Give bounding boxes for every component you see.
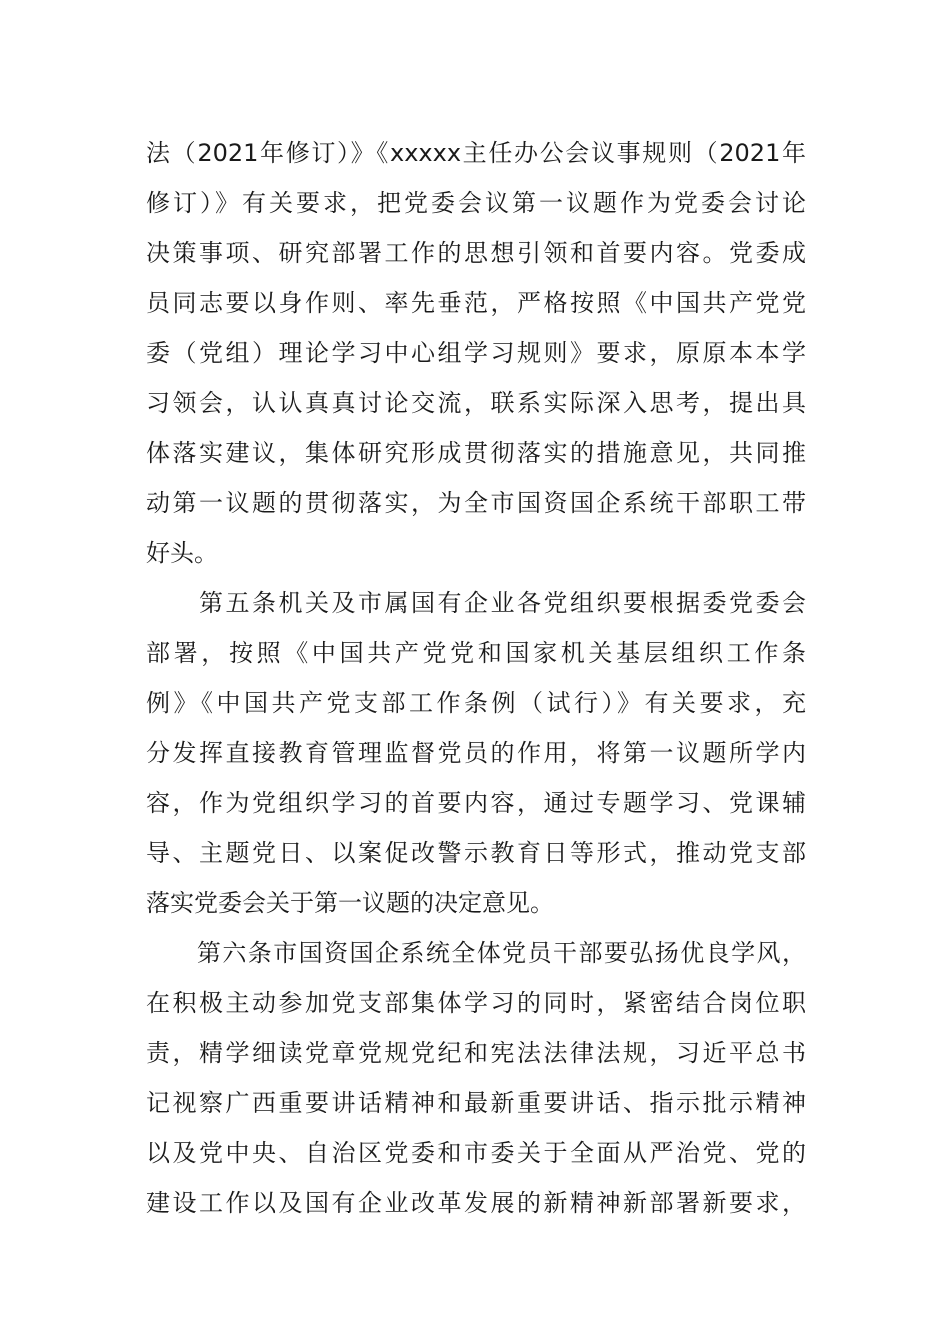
text-line: 好头。	[146, 539, 218, 567]
text-line: 决策事项、研究部署工作的思想引领和首要内容。党委成	[146, 239, 806, 267]
text-line: 委（党组）理论学习中心组学习规则》要求，原原本本学	[146, 339, 806, 367]
text-line: 在积极主动参加党支部集体学习的同时，紧密结合岗位职	[146, 989, 806, 1017]
text-line: 导、主题党日、以案促改警示教育日等形式，推动党支部	[146, 839, 806, 867]
text-line: 以及党中央、自治区党委和市委关于全面从严治党、党的	[146, 1139, 806, 1167]
text-line: 修订）》有关要求，把党委会议第一议题作为党委会讨论	[146, 189, 806, 217]
text-line: 第六条市国资国企系统全体党员干部要弘扬优良学风，	[146, 939, 806, 967]
text-line: 责，精学细读党章党规党纪和宪法法律法规，习近平总书	[146, 1039, 806, 1067]
document-body	[146, 128, 806, 1228]
text-line: 分发挥直接教育管理监督党员的作用，将第一议题所学内	[146, 739, 806, 767]
text-line: 第五条机关及市属国有企业各党组织要根据委党委会	[146, 589, 806, 617]
text-line: 容，作为党组织学习的首要内容，通过专题学习、党课辅	[146, 789, 806, 817]
paragraph-article-5	[146, 578, 806, 928]
text-line: 例》《中国共产党支部工作条例（试行）》有关要求，充	[146, 689, 806, 717]
text-line: 员同志要以身作则、率先垂范，严格按照《中国共产党党	[146, 289, 806, 317]
text-line: 法（2021年修订）》《xxxxx主任办公会议事规则（2021年	[146, 139, 806, 167]
paragraph-continuation	[146, 128, 806, 578]
text-line: 习领会，认认真真讨论交流，联系实际深入思考，提出具	[146, 389, 806, 417]
text-line: 动第一议题的贯彻落实，为全市国资国企系统干部职工带	[146, 489, 806, 517]
text-line: 体落实建议，集体研究形成贯彻落实的措施意见，共同推	[146, 439, 806, 467]
text-line: 落实党委会关于第一议题的决定意见。	[146, 889, 554, 917]
text-line: 记视察广西重要讲话精神和最新重要讲话、指示批示精神	[146, 1089, 806, 1117]
paragraph-article-6	[146, 928, 806, 1228]
text-line: 建设工作以及国有企业改革发展的新精神新部署新要求，	[146, 1189, 806, 1217]
text-line: 部署，按照《中国共产党党和国家机关基层组织工作条	[146, 639, 806, 667]
